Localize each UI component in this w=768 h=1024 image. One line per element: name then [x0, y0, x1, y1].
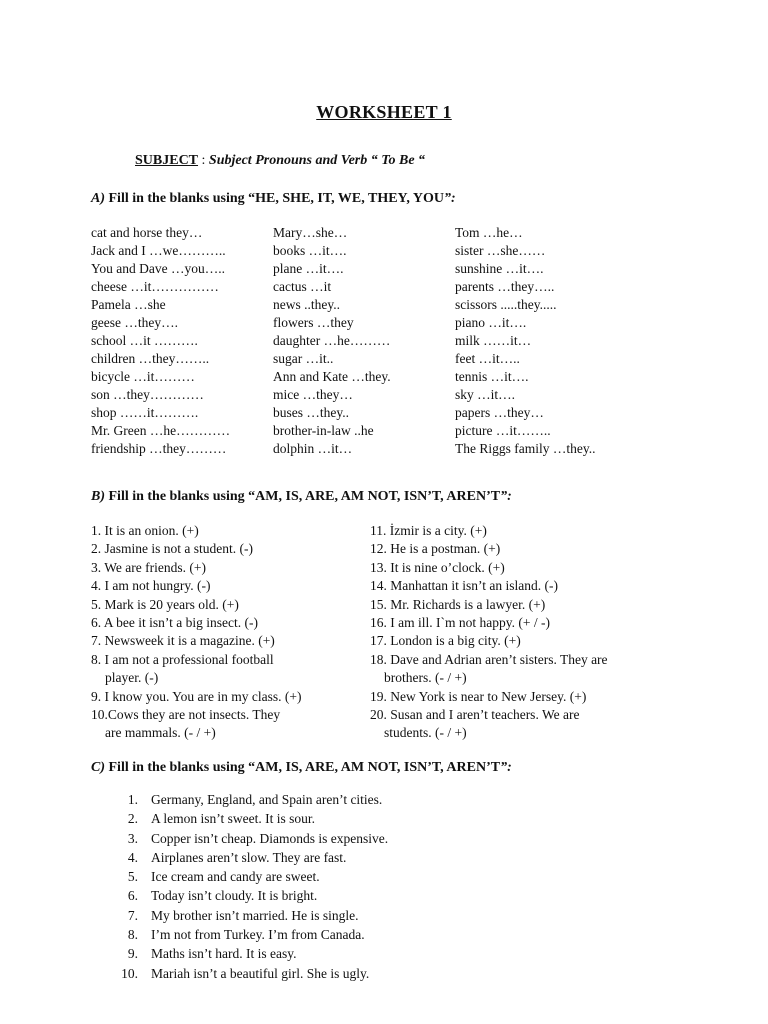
item-text: İzmir is a city. (+) — [386, 523, 487, 538]
exercise-item: geese …they…. — [91, 315, 178, 330]
exercise-item — [113, 809, 388, 828]
item-number: 6. — [127, 888, 138, 904]
item-text: Today isn’t cloudy. It is bright. — [151, 888, 318, 904]
item-number: 15. — [370, 596, 387, 612]
section-b-quoted: “AM, IS, ARE, AM NOT, ISN’T, AREN’T — [248, 489, 501, 504]
exercise-item — [91, 688, 361, 706]
item-number: 18. — [370, 651, 387, 667]
item-text: Dave and Adrian aren’t sisters. They are — [386, 651, 608, 667]
exercise-item — [113, 944, 388, 963]
exercise-item: cat and horse they… — [91, 225, 203, 240]
exercise-item: flowers …they — [273, 315, 354, 330]
section-b-right-list — [370, 522, 660, 743]
section-a-column-2 — [273, 224, 453, 458]
exercise-item — [113, 964, 388, 983]
item-text: It is nine o’clock. (+) — [386, 559, 505, 575]
exercise-item: Mary…she… — [273, 225, 348, 240]
section-c-instruction: Fill in the blanks using — [105, 760, 249, 775]
section-a-quoted: “HE, SHE, IT, WE, THEY, YOU — [248, 191, 444, 206]
item-number: 10. — [121, 965, 138, 981]
item-text: I know you. You are in my class. (+) — [101, 688, 302, 704]
exercise-item: sister …she…… — [455, 243, 546, 258]
item-number: 20. — [370, 707, 387, 723]
exercise-item — [91, 706, 361, 724]
exercise-item: dolphin …it… — [273, 441, 353, 456]
exercise-item: mice …they… — [273, 387, 353, 402]
item-continuation: brothers. (- / +) — [384, 670, 467, 686]
item-text: A lemon isn’t sweet. It is sour. — [151, 811, 315, 827]
exercise-item: brother-in-law ..he — [273, 423, 374, 438]
item-continuation: player. (-) — [105, 670, 159, 686]
exercise-item: parents …they….. — [455, 279, 555, 294]
exercise-item — [370, 688, 660, 706]
item-number: 1. — [91, 523, 102, 538]
exercise-item: sunshine …it…. — [455, 261, 544, 276]
section-c-list — [113, 790, 388, 983]
item-text: Jasmine is not a student. (-) — [101, 541, 253, 557]
item-number: 7. — [91, 633, 102, 649]
item-number: 2. — [91, 541, 102, 557]
subject-separator: : — [198, 153, 209, 168]
exercise-item — [113, 867, 388, 886]
exercise-item: Ann and Kate …they. — [273, 369, 391, 384]
exercise-item — [91, 651, 361, 669]
item-text: It is an onion. (+) — [101, 523, 199, 538]
exercise-item — [370, 577, 660, 595]
item-text: I’m not from Turkey. I’m from Canada. — [151, 927, 365, 943]
exercise-item — [91, 596, 361, 614]
item-continuation: students. (- / +) — [384, 725, 467, 741]
exercise-item: children …they…….. — [91, 351, 210, 366]
section-a-column-3 — [455, 224, 635, 458]
item-number: 3. — [91, 559, 102, 575]
item-number: 4. — [127, 849, 138, 865]
exercise-item: cheese …it…………… — [91, 279, 219, 294]
item-continuation: are mammals. (- / +) — [105, 725, 216, 741]
item-number: 7. — [127, 907, 138, 923]
item-text: Susan and I aren’t teachers. We are — [386, 707, 580, 723]
item-text: I am ill. I`m not happy. (+ / -) — [386, 615, 550, 631]
exercise-item — [113, 790, 388, 809]
section-a-column-1 — [91, 224, 271, 458]
section-b-heading — [91, 489, 512, 505]
subject-line — [135, 153, 425, 169]
exercise-item: feet …it….. — [455, 351, 520, 366]
exercise-item: Pamela …she — [91, 297, 166, 312]
item-text: Mark is 20 years old. (+) — [101, 596, 239, 612]
exercise-item — [370, 540, 660, 558]
exercise-item — [113, 925, 388, 944]
item-number: 8. — [127, 927, 138, 943]
item-number: 10. — [91, 707, 108, 723]
subject-text: Subject Pronouns and Verb “ To Be “ — [208, 153, 426, 168]
item-text: He is a postman. (+) — [386, 541, 501, 557]
item-text: A bee it isn’t a big insect. (-) — [101, 615, 258, 631]
item-number: 9. — [127, 946, 138, 962]
item-text: We are friends. (+) — [101, 559, 206, 575]
exercise-item — [91, 614, 361, 632]
exercise-item: papers …they… — [455, 405, 544, 420]
section-b-instruction: Fill in the blanks using — [105, 489, 249, 504]
exercise-item — [113, 906, 388, 925]
exercise-item — [91, 632, 361, 650]
item-text: Manhattan it isn’t an island. (-) — [386, 578, 558, 594]
section-c-quoted: “AM, IS, ARE, AM NOT, ISN’T, AREN’T — [248, 760, 501, 775]
item-text: Germany, England, and Spain aren’t cities. — [151, 792, 383, 807]
item-text: Copper isn’t cheap. Diamonds is expensive. — [151, 830, 389, 846]
item-text: Maths isn’t hard. It is easy. — [151, 946, 297, 962]
item-text: New York is near to New Jersey. (+) — [386, 688, 587, 704]
exercise-item — [370, 522, 660, 540]
item-text: Airplanes aren’t slow. They are fast. — [151, 849, 347, 865]
exercise-item: daughter …he……… — [273, 333, 391, 348]
item-number: 5. — [127, 869, 138, 885]
item-number: 6. — [91, 615, 102, 631]
exercise-item: friendship …they……… — [91, 441, 227, 456]
item-number: 11. — [370, 523, 387, 538]
item-number: 19. — [370, 688, 387, 704]
exercise-item — [370, 559, 660, 577]
section-a-letter: A) — [91, 191, 105, 206]
exercise-item: bicycle …it……… — [91, 369, 195, 384]
exercise-item: Jack and I …we……….. — [91, 243, 226, 258]
exercise-item — [91, 540, 361, 558]
item-number: 2. — [127, 811, 138, 827]
exercise-item — [370, 632, 660, 650]
item-number: 17. — [370, 633, 387, 649]
exercise-item — [91, 559, 361, 577]
exercise-item: The Riggs family …they.. — [455, 441, 596, 456]
item-number: 12. — [370, 541, 387, 557]
exercise-item: news ..they.. — [273, 297, 340, 312]
item-number: 9. — [91, 688, 102, 704]
exercise-item — [113, 848, 388, 867]
exercise-item: cactus …it — [273, 279, 332, 294]
item-text: I am not a professional football — [101, 651, 274, 667]
exercise-item: Mr. Green …he………… — [91, 423, 231, 438]
item-number: 4. — [91, 578, 102, 594]
item-number: 8. — [91, 651, 102, 667]
item-text: Mariah isn’t a beautiful girl. She is ugly. — [151, 965, 370, 981]
item-text: My brother isn’t married. He is single. — [151, 907, 359, 923]
section-c-heading — [91, 760, 512, 776]
exercise-item: sky …it…. — [455, 387, 516, 402]
exercise-item — [370, 614, 660, 632]
page-title: WORKSHEET 1 — [316, 102, 452, 122]
exercise-item: You and Dave …you….. — [91, 261, 225, 276]
item-text: Ice cream and candy are sweet. — [151, 869, 320, 885]
item-number: 5. — [91, 596, 102, 612]
exercise-item — [370, 596, 660, 614]
item-number: 14. — [370, 578, 387, 594]
exercise-item: tennis …it…. — [455, 369, 529, 384]
section-b-tail: ”: — [500, 489, 512, 504]
exercise-item — [370, 651, 660, 669]
exercise-item: shop ……it………. — [91, 405, 199, 420]
item-number: 16. — [370, 615, 387, 631]
section-b-letter: B) — [91, 489, 105, 504]
item-number: 3. — [127, 830, 138, 846]
item-text: I am not hungry. (-) — [101, 578, 211, 594]
subject-label: SUBJECT — [135, 153, 199, 168]
exercise-item: piano …it…. — [455, 315, 527, 330]
section-a-instruction: Fill in the blanks using — [105, 191, 249, 206]
exercise-item: sugar …it.. — [273, 351, 334, 366]
exercise-item: buses …they.. — [273, 405, 349, 420]
exercise-item: books …it…. — [273, 243, 347, 258]
item-text: Cows they are not insects. They — [107, 707, 281, 723]
item-text: Mr. Richards is a lawyer. (+) — [386, 596, 546, 612]
item-number: 13. — [370, 559, 387, 575]
exercise-item: scissors .....they..... — [455, 297, 557, 312]
section-a-heading — [91, 191, 456, 207]
section-b-left-list — [91, 522, 361, 743]
item-text: London is a big city. (+) — [386, 633, 521, 649]
item-number: 1. — [127, 792, 138, 807]
exercise-item: plane …it…. — [273, 261, 344, 276]
exercise-item — [370, 706, 660, 724]
exercise-item — [91, 522, 361, 540]
exercise-item — [91, 577, 361, 595]
exercise-item: milk ……it… — [455, 333, 532, 348]
section-c-letter: C) — [91, 760, 105, 775]
exercise-item — [113, 829, 388, 848]
exercise-item: picture …it…….. — [455, 423, 551, 438]
exercise-item — [113, 886, 388, 905]
exercise-item: Tom …he… — [455, 225, 523, 240]
section-a-tail: ”: — [443, 191, 456, 206]
exercise-item: school …it ………. — [91, 333, 198, 348]
section-c-tail: ”: — [500, 760, 512, 775]
item-text: Newsweek it is a magazine. (+) — [101, 633, 275, 649]
exercise-item: son …they………… — [91, 387, 204, 402]
